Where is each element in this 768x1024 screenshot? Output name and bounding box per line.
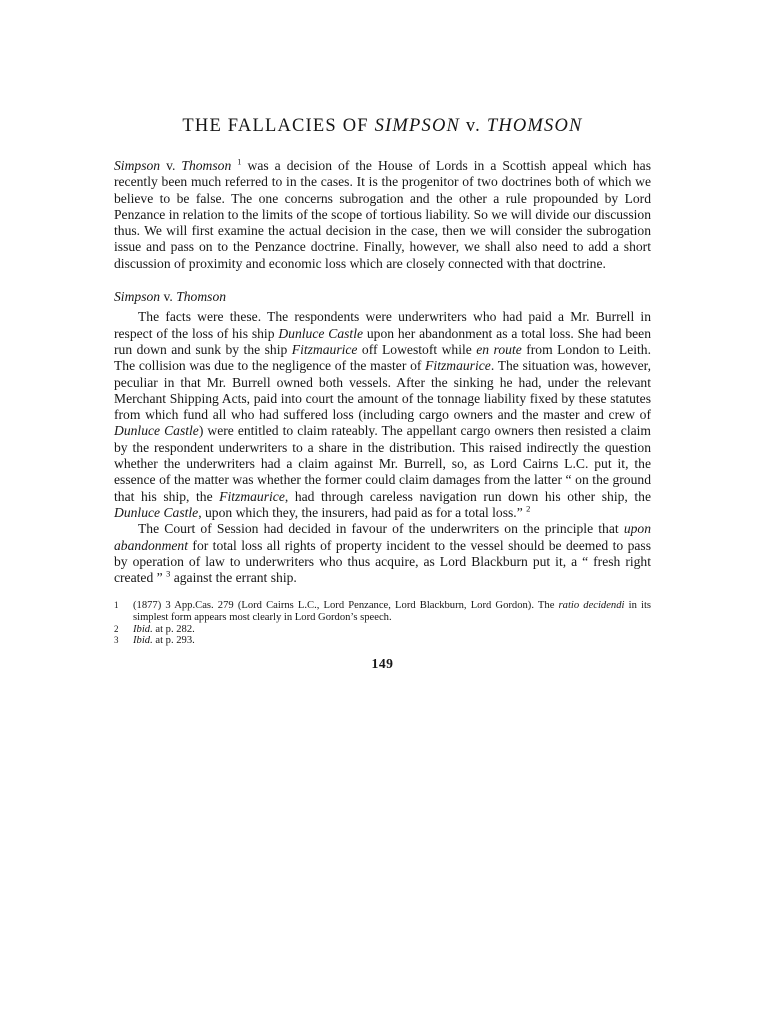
footnote-3: [114, 635, 651, 647]
footnote-text: in its simplest form appears most clearly in Lord Gordon’s speech.: [133, 600, 652, 624]
text-run: upon her abandonment as a total loss. She had been run down and sunk by the ship: [114, 325, 651, 357]
text-run: for total loss all rights of property incident to the vessel should be deemed to pass by operation of law to underwriters who thus acquire, as Lord Blackburn put it, a “ fresh right created ”: [114, 537, 651, 586]
footnote-italic: ratio decidendi: [558, 600, 625, 612]
footnote-text: (1877) 3 App.Cas. 279 (Lord Cairns L.C., Lord Penzance, Lord Blackburn, Lord Gordon). The: [133, 600, 559, 612]
italic-phrase: upon abandonment: [114, 521, 651, 553]
text-run: The facts were these. The respondents were underwriters who had paid a Mr. Burrell in respect of the loss of his ship: [114, 309, 651, 341]
case-name: Simpson: [114, 158, 161, 173]
court-paragraph: [114, 521, 651, 586]
italic-phrase: en route: [476, 341, 522, 357]
text-run: , had through careless navigation run down his other ship, the: [284, 488, 651, 504]
footnote-mark: 3: [114, 635, 119, 646]
article-title: [114, 114, 651, 138]
text-run: from London to Leith. The collision was due to the negligence of the master of: [114, 341, 652, 374]
footnote-ref[interactable]: 3: [166, 568, 171, 579]
footnote-mark: 2: [114, 623, 119, 634]
case-name: Thomson: [181, 158, 232, 173]
ship-name: Dunluce Castle: [278, 325, 363, 341]
footnote-italic: Ibid.: [133, 635, 153, 647]
footnotes: [114, 600, 651, 646]
title-part: v.: [460, 116, 487, 136]
text-run: , upon which they, the insurers, had paid as for a total loss.”: [198, 504, 527, 520]
text-run: off Lowestoft while: [357, 341, 477, 357]
text-run: ) were entitled to claim rateably. The appellant cargo owners then resisted a claim by the respondent underwriters to a share in the distribution. This raised indirectly the question whether the underwriters had a claim against Mr. Burrell, so, as Lord Cairns L.C. put it, the essence of the matter was whether the former could claim damages from the latter “ on the ground that his ship, the: [114, 423, 651, 504]
ship-name: Fitzmaurice: [425, 358, 491, 374]
ship-name: Fitzmaurice: [219, 488, 285, 504]
footnote-ref[interactable]: 1: [237, 156, 242, 167]
text-run: The Court of Session had decided in favour of the underwriters on the principle that: [138, 521, 624, 537]
facts-paragraph: [114, 309, 651, 521]
footnote-1: [114, 600, 651, 623]
title-case-name-2: THOMSON: [486, 116, 583, 136]
section-heading: [114, 289, 651, 305]
footnote-text: at p. 293.: [152, 635, 195, 647]
intro-paragraph: [114, 158, 651, 272]
title-case-name-1: SIMPSON: [374, 116, 461, 136]
page-number: 149: [371, 655, 394, 671]
text-run: against the errant ship.: [170, 570, 297, 586]
title-part: THE FALLACIES OF: [182, 116, 375, 136]
heading-part: v.: [160, 289, 177, 305]
footnote-text: at p. 282.: [152, 623, 195, 635]
ship-name: Dunluce Castle: [114, 423, 199, 439]
footnote-2: [114, 624, 651, 636]
heading-part: Simpson: [114, 289, 161, 305]
footnote-italic: Ibid.: [133, 623, 153, 635]
ship-name: Fitzmaurice: [291, 341, 358, 357]
page: [114, 114, 651, 672]
footnote-ref[interactable]: 2: [526, 503, 531, 514]
footnote-mark: 1: [114, 600, 119, 611]
heading-part: Thomson: [176, 289, 227, 305]
text-run: . The situation was, however, peculiar in that Mr. Burrell owned both vessels. After the sinking he had, under the relevant Merchant Shipping Acts, paid into court the amount of the tonnage liability fixed by these statutes from which fund all who had suffered loss (including cargo owners and the master and crew of: [114, 358, 651, 423]
paragraph-text: was a decision of the House of Lords in a Scottish appeal which has recently been much referred to in the cases. It is the progenitor of two doctrines both of which we believe to be false. The one concerns subrogation and the other a rule propounded by Lord Penzance in relation to the limits of the scope of tortious liability. So we will divide our discussion thus. We will first examine the actual decision in the case, then we will consider the subrogation issue and pass on to the Penzance doctrine. Finally, however, we shall also need to add a short discussion of proximity and economic loss which are closely connected with that doctrine.: [114, 158, 651, 271]
ship-name: Dunluce Castle: [114, 504, 199, 520]
versus: v.: [160, 158, 182, 173]
